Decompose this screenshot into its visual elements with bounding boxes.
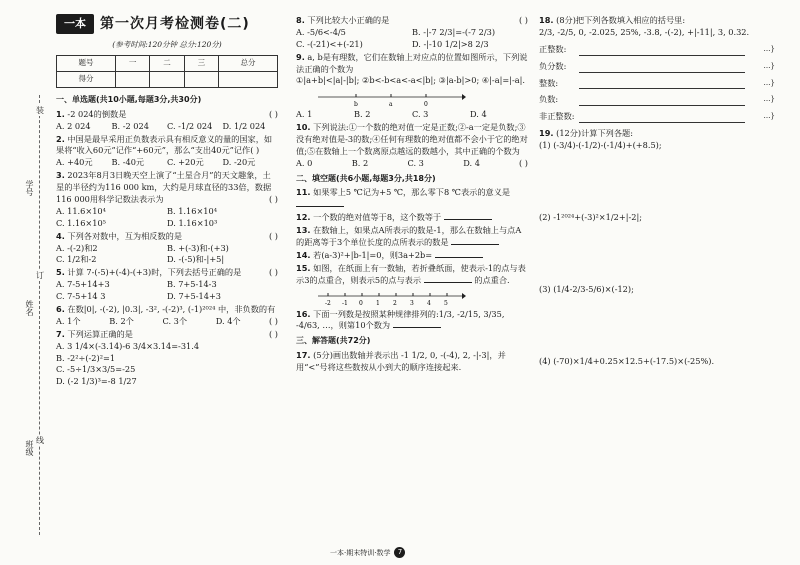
q18-tail: …}: [763, 44, 775, 53]
q7-option-b[interactable]: B. -2²÷(-2)²=1: [56, 352, 116, 363]
q4-answer-paren[interactable]: ( ): [269, 230, 278, 241]
q10-options: [296, 158, 519, 170]
q6-options: [56, 316, 269, 328]
q1-option-b[interactable]: B. -2 024: [111, 120, 149, 131]
q18-label-negative: 负数:: [539, 94, 559, 105]
page-footer: [330, 547, 405, 558]
q18-row-negative-frac: [539, 61, 775, 73]
q18-row-negative: [539, 94, 775, 106]
q18-text: (8分)把下列各数填入相应的括号里:: [556, 15, 686, 25]
q19-item-3: (3) (1/4-2/3-5/6)×(-12);: [539, 283, 634, 294]
title-row: [56, 14, 278, 34]
q19-answer-space-1[interactable]: [539, 152, 775, 212]
q1-option-a[interactable]: A. 2 024: [56, 120, 91, 131]
q4-option-b[interactable]: B. +(-3)和-(+3): [167, 242, 229, 253]
q9-label-a: a: [389, 101, 393, 108]
q18-tail: …}: [763, 95, 775, 104]
question-1: [56, 109, 278, 133]
q1-text: -2 024的倒数是: [67, 108, 127, 119]
series-badge: 一本: [56, 14, 94, 34]
q8-option-a[interactable]: A. -5/6<-4/5: [296, 26, 346, 37]
q3-option-b[interactable]: B. 1.16×10⁴: [167, 205, 218, 216]
margin-cut-2: 订: [36, 271, 44, 280]
q15-tick-label: -2: [325, 299, 331, 307]
question-3: [56, 170, 278, 229]
q18-tail: …}: [763, 112, 775, 121]
q12-num: 12.: [296, 212, 311, 223]
q5-text: 计算 7-(-5)+(-4)-(+3)时，下列去括号正确的是: [67, 267, 242, 278]
q10-option-d[interactable]: D. 4: [463, 157, 480, 168]
score-cell[interactable]: [115, 72, 149, 88]
q2-options: [56, 157, 278, 169]
q6-option-a[interactable]: A. 1个: [56, 315, 81, 326]
question-10: [296, 122, 528, 170]
exam-meta: (参考时间:120分钟 总分:120分): [112, 40, 222, 50]
q5-options: [56, 279, 278, 303]
q9-statements: ①|a+b|<|a|-|b|; ②b<-b<a<-a<|b|; ③|a-b|>0; ④|-a|=|-a|.: [296, 75, 525, 86]
q4-options: [56, 243, 278, 267]
q4-num: 4.: [56, 230, 65, 241]
q17-text: (5分)画出数轴并表示出 -1 1/2, 0, -(-4), 2, -|-3|，并用“<”号将这些数按从小到大的顺序连接起来.: [296, 349, 506, 372]
score-head-1: 一: [115, 56, 149, 72]
q18-field-negative[interactable]: [579, 94, 745, 106]
q5-num: 5.: [56, 267, 65, 278]
q18-number-list: 2/3, -2/5, 0, -2.025, 25%, -3.8, -(-2), +|-11|, 3, 0.32.: [539, 26, 750, 37]
q15-tail: 的点重合.: [474, 274, 510, 285]
q12-text: 一个数的绝对值等于8，这个数等于: [313, 212, 442, 223]
q9-option-b[interactable]: B. 2: [354, 109, 371, 120]
question-4: [56, 231, 278, 267]
q5-answer-paren[interactable]: ( ): [269, 267, 278, 278]
q3-options: [56, 206, 278, 230]
q18-label-negative-frac: 负分数:: [539, 60, 567, 71]
q18-row-integer: [539, 78, 775, 90]
question-18: [539, 15, 775, 123]
q1-num: 1.: [56, 108, 65, 119]
question-14: [296, 250, 528, 262]
question-7: [56, 329, 278, 388]
q18-field-negative-frac[interactable]: [579, 61, 745, 73]
q10-text: 下列说法:①一个数的绝对值一定是正数;②-a一定是负数;③没有绝对值是-3的数;④任何有理数的绝对值都不会小于它的绝对值;⑤在数轴上一个数离原点越远的数越小，其中正确的个数为: [296, 122, 528, 157]
score-head-2: 二: [150, 56, 184, 72]
q8-num: 8.: [296, 15, 305, 25]
q3-option-a[interactable]: A. 11.6×10⁴: [56, 205, 106, 216]
q6-answer-paren[interactable]: ( ): [269, 315, 278, 326]
question-15: [296, 263, 528, 307]
q14-text: 若(a-3)²+|b-1|=0，则3a+2b=: [313, 249, 433, 260]
column-3: [539, 14, 775, 369]
q5-option-c[interactable]: C. 7-5+14 3: [56, 291, 106, 302]
q15-text: 如图，在纸面上有一数轴，若折叠纸面，使表示-1的点与表示3的点重合，则表示5的点与表示: [296, 262, 526, 285]
q10-option-c[interactable]: C. 3: [407, 157, 424, 168]
q15-answer-blank[interactable]: [424, 282, 472, 283]
page-number: 7: [394, 547, 405, 558]
q1-answer-paren[interactable]: ( ): [269, 108, 278, 119]
q19-answer-space-2[interactable]: [539, 224, 775, 284]
q5-option-d[interactable]: D. 7+5-14+3: [167, 291, 222, 302]
q6-option-d[interactable]: D. 4个: [215, 315, 241, 326]
q15-number-line: [316, 289, 466, 307]
q9-number-line: [316, 89, 466, 107]
q2-text: 中国是最早采用正负数表示具有相反意义的量的国家，如果将“收入60元”记作“+60元”，那么“支出40元”记作( ): [56, 133, 273, 156]
q3-option-c[interactable]: C. 1.16×10⁵: [56, 217, 106, 228]
q18-field-nonpositive-int[interactable]: [579, 111, 745, 123]
score-row-label: 得分: [57, 72, 116, 88]
q19-answer-space-3[interactable]: [539, 296, 775, 356]
q3-text: 2023年8月3日晚天空上演了“土星合月”的天文趣象，土星的半径约为116 000 km，大约是月球直径的33倍，数据116 000用科学记数法表示为: [56, 170, 272, 204]
margin-label-class: 班级: [25, 440, 34, 456]
margin-label-id: 学号: [25, 180, 34, 196]
q15-tick-label: 4: [427, 299, 431, 307]
q7-option-a[interactable]: A. 3 1/4×(-3.14)-6 3/4×3.14=-31.4: [56, 340, 200, 351]
score-head-4: 总分: [219, 56, 278, 72]
q7-num: 7.: [56, 328, 65, 339]
score-cell[interactable]: [184, 72, 218, 88]
q15-tick-label: 3: [410, 299, 414, 307]
question-2: [56, 134, 278, 170]
q4-option-c[interactable]: C. 1/2和-2: [56, 254, 97, 265]
question-19: [539, 128, 775, 367]
margin-cut-1: 装: [36, 106, 44, 115]
q18-field-positive-int[interactable]: [579, 44, 745, 56]
q8-option-c[interactable]: C. -(-21)<+(-21): [296, 38, 363, 49]
q15-axis-arrow: [462, 293, 466, 299]
q6-text: 在数|0|, -(-2), |0.3|, -3², -(-2)³, (-1)²⁰²⁴ 中，非负数的有: [67, 304, 276, 315]
question-13: [296, 225, 528, 249]
q10-option-b[interactable]: B. 2: [351, 157, 369, 168]
margin-label-name: 姓名: [25, 300, 34, 316]
q15-tick-label: -1: [342, 299, 348, 307]
question-16: [296, 309, 528, 333]
q18-row-positive-int: [539, 44, 775, 56]
q11-text: 如果零上5 ℃记为+5 ℃，那么零下8 ℃表示的意义是: [313, 187, 511, 198]
question-5: [56, 267, 278, 303]
q7-options: [56, 341, 278, 389]
q17-num: 17.: [296, 349, 311, 360]
q14-answer-blank[interactable]: [435, 257, 483, 258]
q16-answer-blank[interactable]: [393, 327, 441, 328]
q1-option-c[interactable]: C. -1/2 024: [167, 120, 213, 131]
column-2: [296, 14, 528, 375]
q8-option-d[interactable]: D. -|-10 1/2|>8 2/3: [412, 38, 489, 49]
question-12: [296, 212, 528, 224]
q19-item-1: (1) (-3/4)-(-1/2)-(-1/4)+(+8.5);: [539, 140, 662, 151]
q16-num: 16.: [296, 308, 311, 319]
q9-option-c[interactable]: C. 3: [412, 109, 429, 120]
q4-option-d[interactable]: D. -(-5)和-|+5|: [167, 254, 225, 265]
q15-tick-label: 2: [393, 299, 397, 307]
question-11: [296, 187, 528, 211]
q8-option-b[interactable]: B. -|-7 2/3|=-(-7 2/3): [412, 26, 496, 37]
q9-option-a[interactable]: A. 1: [296, 109, 313, 120]
q11-answer-blank[interactable]: [296, 206, 344, 207]
q2-option-d[interactable]: D. -20元: [222, 157, 256, 168]
q3-answer-paren[interactable]: ( ): [269, 194, 278, 204]
q18-row-nonpositive-int: [539, 111, 775, 123]
footer-text: 一本·期末特训·数学: [330, 548, 391, 557]
score-table: [56, 55, 278, 88]
q18-field-integer[interactable]: [579, 78, 745, 90]
q10-num: 10.: [296, 122, 311, 133]
q19-item-4: (4) (-70)×1/4+0.25×12.5+(-17.5)×(-25%).: [539, 355, 715, 366]
question-17: [296, 350, 528, 374]
q19-item-2: (2) -1²⁰²⁴+(-3)²×1/2+|-2|;: [539, 212, 642, 223]
q7-text: 下列运算正确的是: [67, 328, 133, 339]
q2-option-a[interactable]: A. +40元: [56, 157, 93, 168]
q5-option-a[interactable]: A. 7-5+14+3: [56, 279, 110, 290]
q7-option-d[interactable]: D. (-2 1/3)³=-8 1/27: [56, 376, 137, 387]
margin-cut-3: 线: [36, 436, 44, 445]
q9-text: a, b是有理数，它们在数轴上对应点的位置如图所示，下列说法正确的个数为: [296, 51, 528, 74]
q10-answer-paren[interactable]: ( ): [519, 157, 528, 168]
q13-text: 在数轴上，如果点A所表示的数是-1，那么在数轴上与点A的距离等于3个单位长度的点所表示的数是: [296, 225, 522, 247]
q4-option-a[interactable]: A. -(-2)和2: [56, 242, 98, 253]
q10-option-a[interactable]: A. 0: [296, 157, 313, 168]
q5-option-b[interactable]: B. 7+5-14-3: [167, 279, 217, 290]
q3-option-d[interactable]: D. 1.16×10³: [167, 217, 218, 228]
q18-label-positive-int: 正整数:: [539, 43, 567, 54]
score-head-0: 题号: [57, 56, 116, 72]
q15-tick-label: 1: [376, 299, 380, 307]
q9-num: 9.: [296, 51, 305, 62]
q19-num: 19.: [539, 128, 554, 139]
exam-title: 第一次月考检测卷(二): [100, 16, 250, 32]
q12-answer-blank[interactable]: [444, 219, 492, 220]
question-9: [296, 52, 528, 122]
q6-option-c[interactable]: C. 3个: [162, 315, 188, 326]
section-3-title: 三、解答题(共72分): [296, 336, 371, 346]
binding-line: [39, 95, 40, 535]
q4-text: 下列各对数中，互为相反数的是: [67, 230, 183, 241]
question-8: [296, 15, 528, 51]
q1-option-d[interactable]: D. 1/2 024: [222, 120, 266, 131]
q16-text: 下面一列数是按照某种规律排列的:1/3, -2/15, 3/35, -4/63, …，则第10个数为: [296, 308, 505, 331]
score-cell[interactable]: [150, 72, 184, 88]
q2-option-c[interactable]: C. +20元: [167, 157, 204, 168]
q7-answer-paren[interactable]: ( ): [269, 328, 278, 339]
q1-options: [56, 121, 278, 133]
q3-num: 3.: [56, 170, 65, 181]
q13-answer-blank[interactable]: [451, 244, 499, 245]
score-head-3: 三: [184, 56, 218, 72]
q18-tail: …}: [763, 78, 775, 87]
q11-num: 11.: [296, 187, 311, 198]
q6-option-b[interactable]: B. 2个: [109, 315, 134, 326]
q6-num: 6.: [56, 304, 65, 315]
q2-num: 2.: [56, 133, 65, 144]
q2-option-b[interactable]: B. -40元: [111, 157, 145, 168]
q14-num: 14.: [296, 249, 311, 260]
q15-num: 15.: [296, 262, 311, 273]
q9-axis-arrow: [462, 94, 466, 100]
q19-text: (12分)计算下列各题:: [556, 128, 634, 139]
column-1: [56, 14, 278, 389]
q8-options: [296, 27, 528, 51]
score-cell[interactable]: [219, 72, 278, 88]
section-2-title: 二、填空题(共6小题,每题3分,共18分): [296, 173, 436, 183]
q8-answer-paren[interactable]: ( ): [519, 15, 528, 25]
q18-tail: …}: [763, 61, 775, 70]
question-6: [56, 304, 278, 328]
q13-num: 13.: [296, 225, 311, 236]
q9-label-0: 0: [424, 101, 428, 108]
q9-label-b: b: [354, 101, 358, 108]
q15-tick-label: 5: [444, 299, 448, 307]
q18-label-integer: 整数:: [539, 77, 559, 88]
q15-tick-label: 0: [359, 299, 363, 307]
q18-label-nonpositive-int: 非正整数:: [539, 111, 575, 122]
q9-option-d[interactable]: D. 4: [470, 109, 487, 120]
binding-margin: [0, 0, 50, 565]
q9-options: [296, 109, 528, 121]
q8-text: 下列比较大小正确的是: [307, 15, 390, 25]
q7-option-c[interactable]: C. -5÷1/3×3/5=-25: [56, 364, 136, 375]
q18-num: 18.: [539, 15, 554, 25]
section-1-title: 一、单选题(共10小题,每题3分,共30分): [56, 95, 202, 105]
